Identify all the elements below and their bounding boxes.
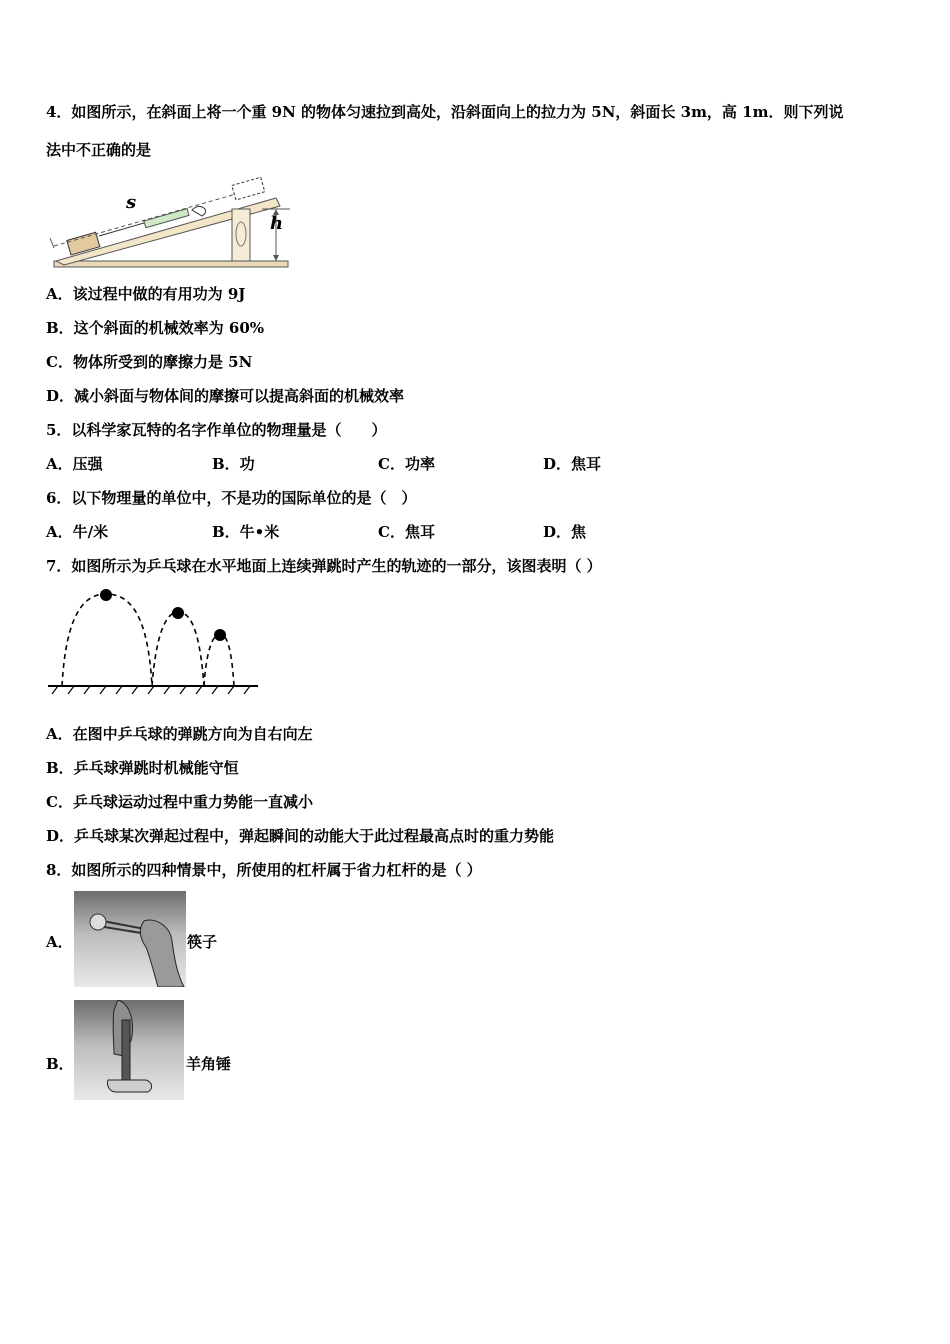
q8-option-b-text: 羊角锤 <box>186 1055 232 1073</box>
q8-option-a-letter: A． <box>46 933 73 951</box>
incline-figure <box>44 176 294 272</box>
arc-1 <box>62 594 152 686</box>
q4-option-c: C．物体所受到的摩擦力是 5N <box>46 353 253 371</box>
q5-option-d: D．焦耳 <box>543 455 602 473</box>
q4-option-b: B．这个斜面的机械效率为 60% <box>46 319 265 337</box>
support-block <box>232 209 250 261</box>
ground-hatch <box>52 686 250 694</box>
chopsticks-illustration <box>74 891 186 987</box>
q8-stem: 8．如图所示的四种情景中，所使用的杠杆属于省力杠杆的是（ ） <box>46 861 482 879</box>
bounce-figure <box>44 584 264 696</box>
q4-option-d: D．减小斜面与物体间的摩擦可以提高斜面的机械效率 <box>46 387 405 405</box>
q8-option-a-text: 筷子 <box>187 933 218 951</box>
q7-option-d: D．乒乓球某次弹起过程中，弹起瞬间的动能大于此过程最高点时的重力势能 <box>46 827 555 845</box>
q4-stem-line1: 4．如图所示，在斜面上将一个重 9N 的物体匀速拉到高处，沿斜面向上的拉力为 5N，斜面长 3m，高 1m．则下列说 <box>46 103 844 121</box>
q7-stem: 7．如图所示为乒乓球在水平地面上连续弹跳时产生的轨迹的一部分，该图表明（ ） <box>46 557 602 575</box>
hand <box>192 206 206 216</box>
q4-stem-line2: 法中不正确的是 <box>46 141 152 159</box>
box-end <box>232 177 265 200</box>
claw-hammer-photo <box>74 1000 184 1100</box>
ball-1 <box>100 589 112 601</box>
q6-stem: 6．以下物理量的单位中，不是功的国际单位的是（ ） <box>46 489 417 507</box>
q8-option-b-letter: B． <box>46 1055 74 1073</box>
incline-base <box>54 261 288 267</box>
ball-2 <box>172 607 184 619</box>
claw-hammer-illustration <box>74 1000 184 1100</box>
q6-option-d: D．焦 <box>543 523 587 541</box>
q4-option-a: A．该过程中做的有用功为 9J <box>46 285 246 303</box>
label-h: h <box>270 213 284 234</box>
chopsticks-photo <box>74 891 186 987</box>
q6-option-b: B．牛•米 <box>212 523 280 541</box>
q7-option-a: A．在图中乒乓球的弹跳方向为自右向左 <box>46 725 313 743</box>
q7-option-c: C．乒乓球运动过程中重力势能一直减小 <box>46 793 313 811</box>
q5-option-c: C．功率 <box>378 455 435 473</box>
q7-option-b: B．乒乓球弹跳时机械能守恒 <box>46 759 239 777</box>
ball-3 <box>214 629 226 641</box>
q5-option-b: B．功 <box>212 455 255 473</box>
q6-option-a: A．牛/米 <box>46 523 109 541</box>
q5-stem: 5．以科学家瓦特的名字作单位的物理量是（ ） <box>46 421 387 439</box>
q5-option-a: A．压强 <box>46 455 103 473</box>
label-s: s <box>126 192 137 213</box>
arc-2 <box>152 612 204 686</box>
q6-option-c: C．焦耳 <box>378 523 435 541</box>
arc-3 <box>204 634 234 686</box>
